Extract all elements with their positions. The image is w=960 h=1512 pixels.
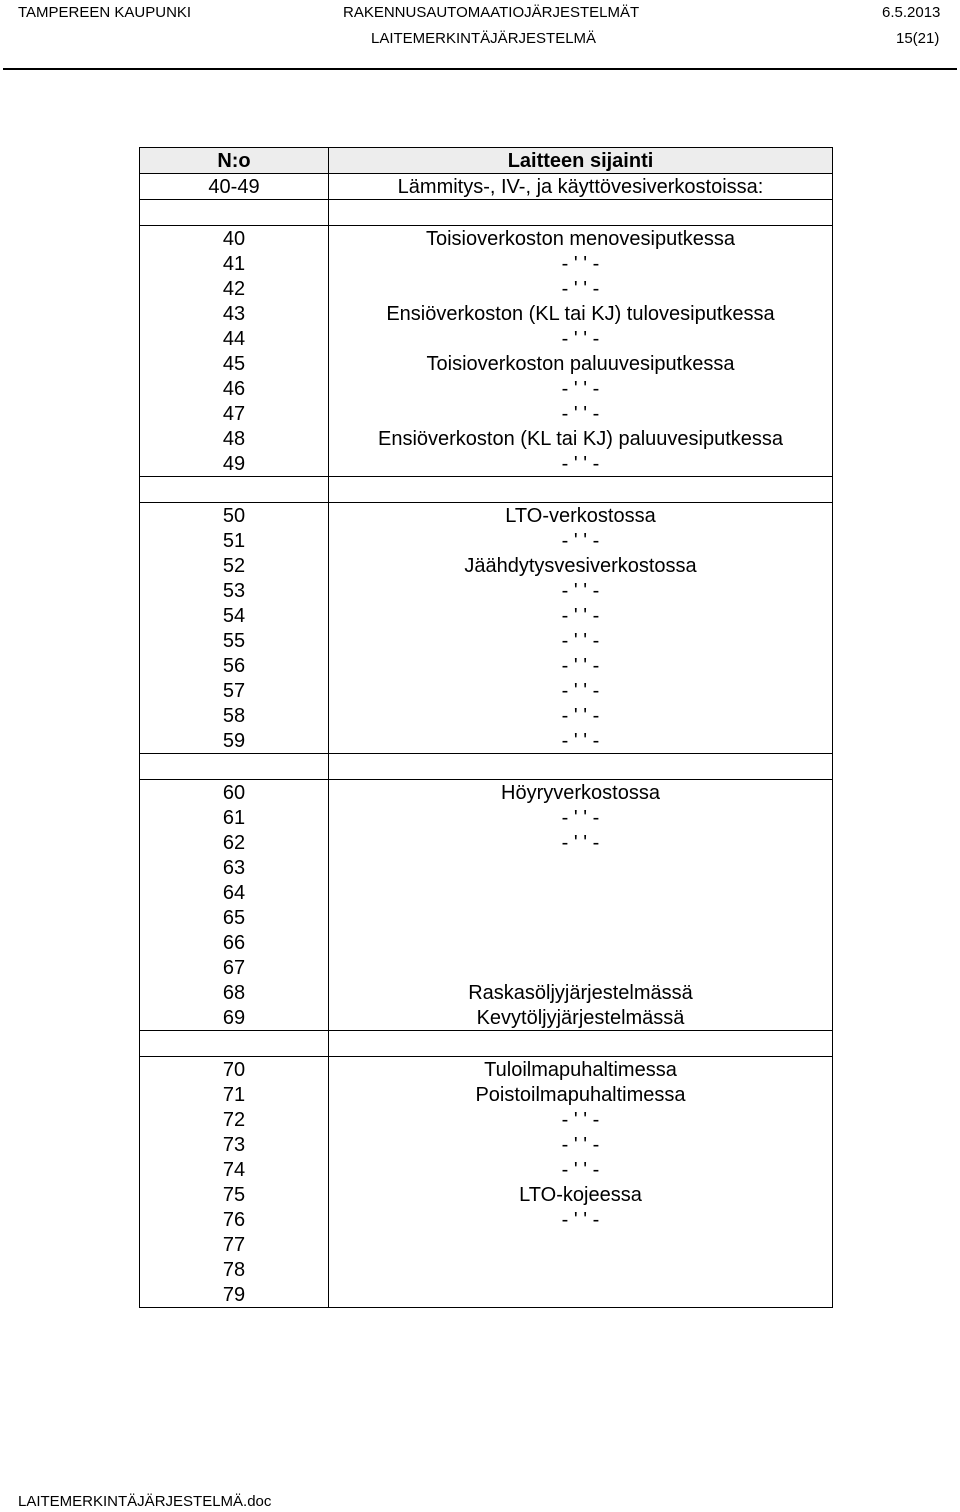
number-cell: 64 [140,880,329,905]
table-row [140,830,833,855]
location-cell [329,955,833,980]
number-cell: 49 [140,451,329,477]
table-row [140,1005,833,1031]
location-cell: - ' ' - [329,251,833,276]
location-cell [329,1232,833,1257]
table-row [140,780,833,806]
number-cell: 51 [140,528,329,553]
number-cell: 60 [140,780,329,806]
table-row [140,1257,833,1282]
location-cell: - ' ' - [329,830,833,855]
location-cell: Ensiöverkoston (KL tai KJ) tulovesiputkessa [329,301,833,326]
table-row [140,1057,833,1083]
location-cell: - ' ' - [329,678,833,703]
table-row [140,703,833,728]
location-cell [329,905,833,930]
number-cell: 69 [140,1005,329,1031]
location-cell [329,930,833,955]
location-cell: LTO-kojeessa [329,1182,833,1207]
location-cell: - ' ' - [329,1107,833,1132]
location-cell [329,1031,833,1057]
number-cell: 56 [140,653,329,678]
number-cell: 65 [140,905,329,930]
table-row [140,351,833,376]
table-row [140,1282,833,1308]
table-row [140,1082,833,1107]
number-cell: 42 [140,276,329,301]
device-location-table [139,147,833,1308]
table-row [140,728,833,754]
location-cell: - ' ' - [329,326,833,351]
table-row [140,553,833,578]
location-cell: Tuloilmapuhaltimessa [329,1057,833,1083]
number-cell: 44 [140,326,329,351]
table-row [140,401,833,426]
number-cell: 46 [140,376,329,401]
location-cell: - ' ' - [329,1132,833,1157]
location-cell: - ' ' - [329,805,833,830]
location-cell: Toisioverkoston paluuvesiputkessa [329,351,833,376]
table-row [140,226,833,252]
table-row [140,930,833,955]
table-body [140,174,833,1308]
table-row [140,1107,833,1132]
spacer-row [140,477,833,503]
number-cell: 74 [140,1157,329,1182]
table-row [140,855,833,880]
number-cell: 45 [140,351,329,376]
table-row [140,805,833,830]
spacer-row [140,200,833,226]
location-cell [329,1257,833,1282]
number-cell: 77 [140,1232,329,1257]
number-cell: 57 [140,678,329,703]
location-cell: Höyryverkostossa [329,780,833,806]
table-row [140,528,833,553]
location-cell: - ' ' - [329,728,833,754]
location-cell: - ' ' - [329,528,833,553]
location-cell: - ' ' - [329,451,833,477]
number-cell: 43 [140,301,329,326]
table-row [140,1157,833,1182]
number-cell: 70 [140,1057,329,1083]
location-cell [329,855,833,880]
table-row [140,628,833,653]
number-cell: 66 [140,930,329,955]
number-cell: 53 [140,578,329,603]
table-row [140,426,833,451]
spacer-row [140,754,833,780]
table-row [140,451,833,477]
number-cell: 50 [140,503,329,529]
number-cell: 40-49 [140,174,329,200]
location-cell: - ' ' - [329,578,833,603]
number-cell: 52 [140,553,329,578]
footer-filename: LAITEMERKINTÄJÄRJESTELMÄ.doc [18,1493,272,1510]
table-row [140,326,833,351]
location-cell: - ' ' - [329,1207,833,1232]
location-cell: Jäähdytysvesiverkostossa [329,553,833,578]
table-row [140,251,833,276]
table-row [140,174,833,200]
table-row [140,301,833,326]
table-row [140,980,833,1005]
number-cell: 58 [140,703,329,728]
header-organization: TAMPEREEN KAUPUNKI [18,4,192,21]
location-cell: Ensiöverkoston (KL tai KJ) paluuvesiputkessa [329,426,833,451]
location-cell [329,880,833,905]
header-system: RAKENNUSAUTOMAATIOJÄRJESTELMÄT [343,4,640,21]
header-subtitle: LAITEMERKINTÄJÄRJESTELMÄ [371,30,597,47]
table-row [140,678,833,703]
location-cell: Poistoilmapuhaltimessa [329,1082,833,1107]
number-cell: 78 [140,1257,329,1282]
table-row [140,603,833,628]
table-row [140,1132,833,1157]
location-cell [329,200,833,226]
table-row [140,503,833,529]
number-cell: 75 [140,1182,329,1207]
number-cell: 67 [140,955,329,980]
header-page-number: 15(21) [896,30,940,47]
number-cell: 72 [140,1107,329,1132]
location-cell: Kevytöljyjärjestelmässä [329,1005,833,1031]
table-row [140,653,833,678]
number-cell: 62 [140,830,329,855]
table-row [140,276,833,301]
location-cell: - ' ' - [329,401,833,426]
table-row [140,578,833,603]
table-row [140,880,833,905]
location-cell: Raskasöljyjärjestelmässä [329,980,833,1005]
location-cell: - ' ' - [329,628,833,653]
number-cell [140,754,329,780]
number-cell: 41 [140,251,329,276]
location-cell: - ' ' - [329,276,833,301]
number-cell: 76 [140,1207,329,1232]
location-cell [329,1282,833,1308]
table-row [140,376,833,401]
number-cell: 40 [140,226,329,252]
header-date: 6.5.2013 [882,4,941,21]
table-header-row [140,148,833,174]
number-cell: 71 [140,1082,329,1107]
table-row [140,955,833,980]
header-rule [3,68,957,70]
number-cell [140,200,329,226]
table-row [140,1232,833,1257]
location-cell: Toisioverkoston menovesiputkessa [329,226,833,252]
location-cell: - ' ' - [329,1157,833,1182]
location-cell: - ' ' - [329,703,833,728]
location-cell [329,754,833,780]
spacer-row [140,1031,833,1057]
number-cell [140,477,329,503]
number-cell: 61 [140,805,329,830]
number-cell: 73 [140,1132,329,1157]
table-row [140,1207,833,1232]
location-cell: - ' ' - [329,653,833,678]
number-cell: 55 [140,628,329,653]
number-cell: 79 [140,1282,329,1308]
table-row [140,1182,833,1207]
number-cell: 54 [140,603,329,628]
number-cell: 63 [140,855,329,880]
location-cell: LTO-verkostossa [329,503,833,529]
number-cell: 47 [140,401,329,426]
location-cell [329,477,833,503]
column-header-location: Laitteen sijainti [329,148,833,174]
number-cell: 68 [140,980,329,1005]
location-cell: Lämmitys-, IV-, ja käyttövesiverkostoissa: [329,174,833,200]
location-cell: - ' ' - [329,376,833,401]
table-row [140,905,833,930]
column-header-number: N:o [140,148,329,174]
number-cell [140,1031,329,1057]
number-cell: 48 [140,426,329,451]
location-cell: - ' ' - [329,603,833,628]
number-cell: 59 [140,728,329,754]
